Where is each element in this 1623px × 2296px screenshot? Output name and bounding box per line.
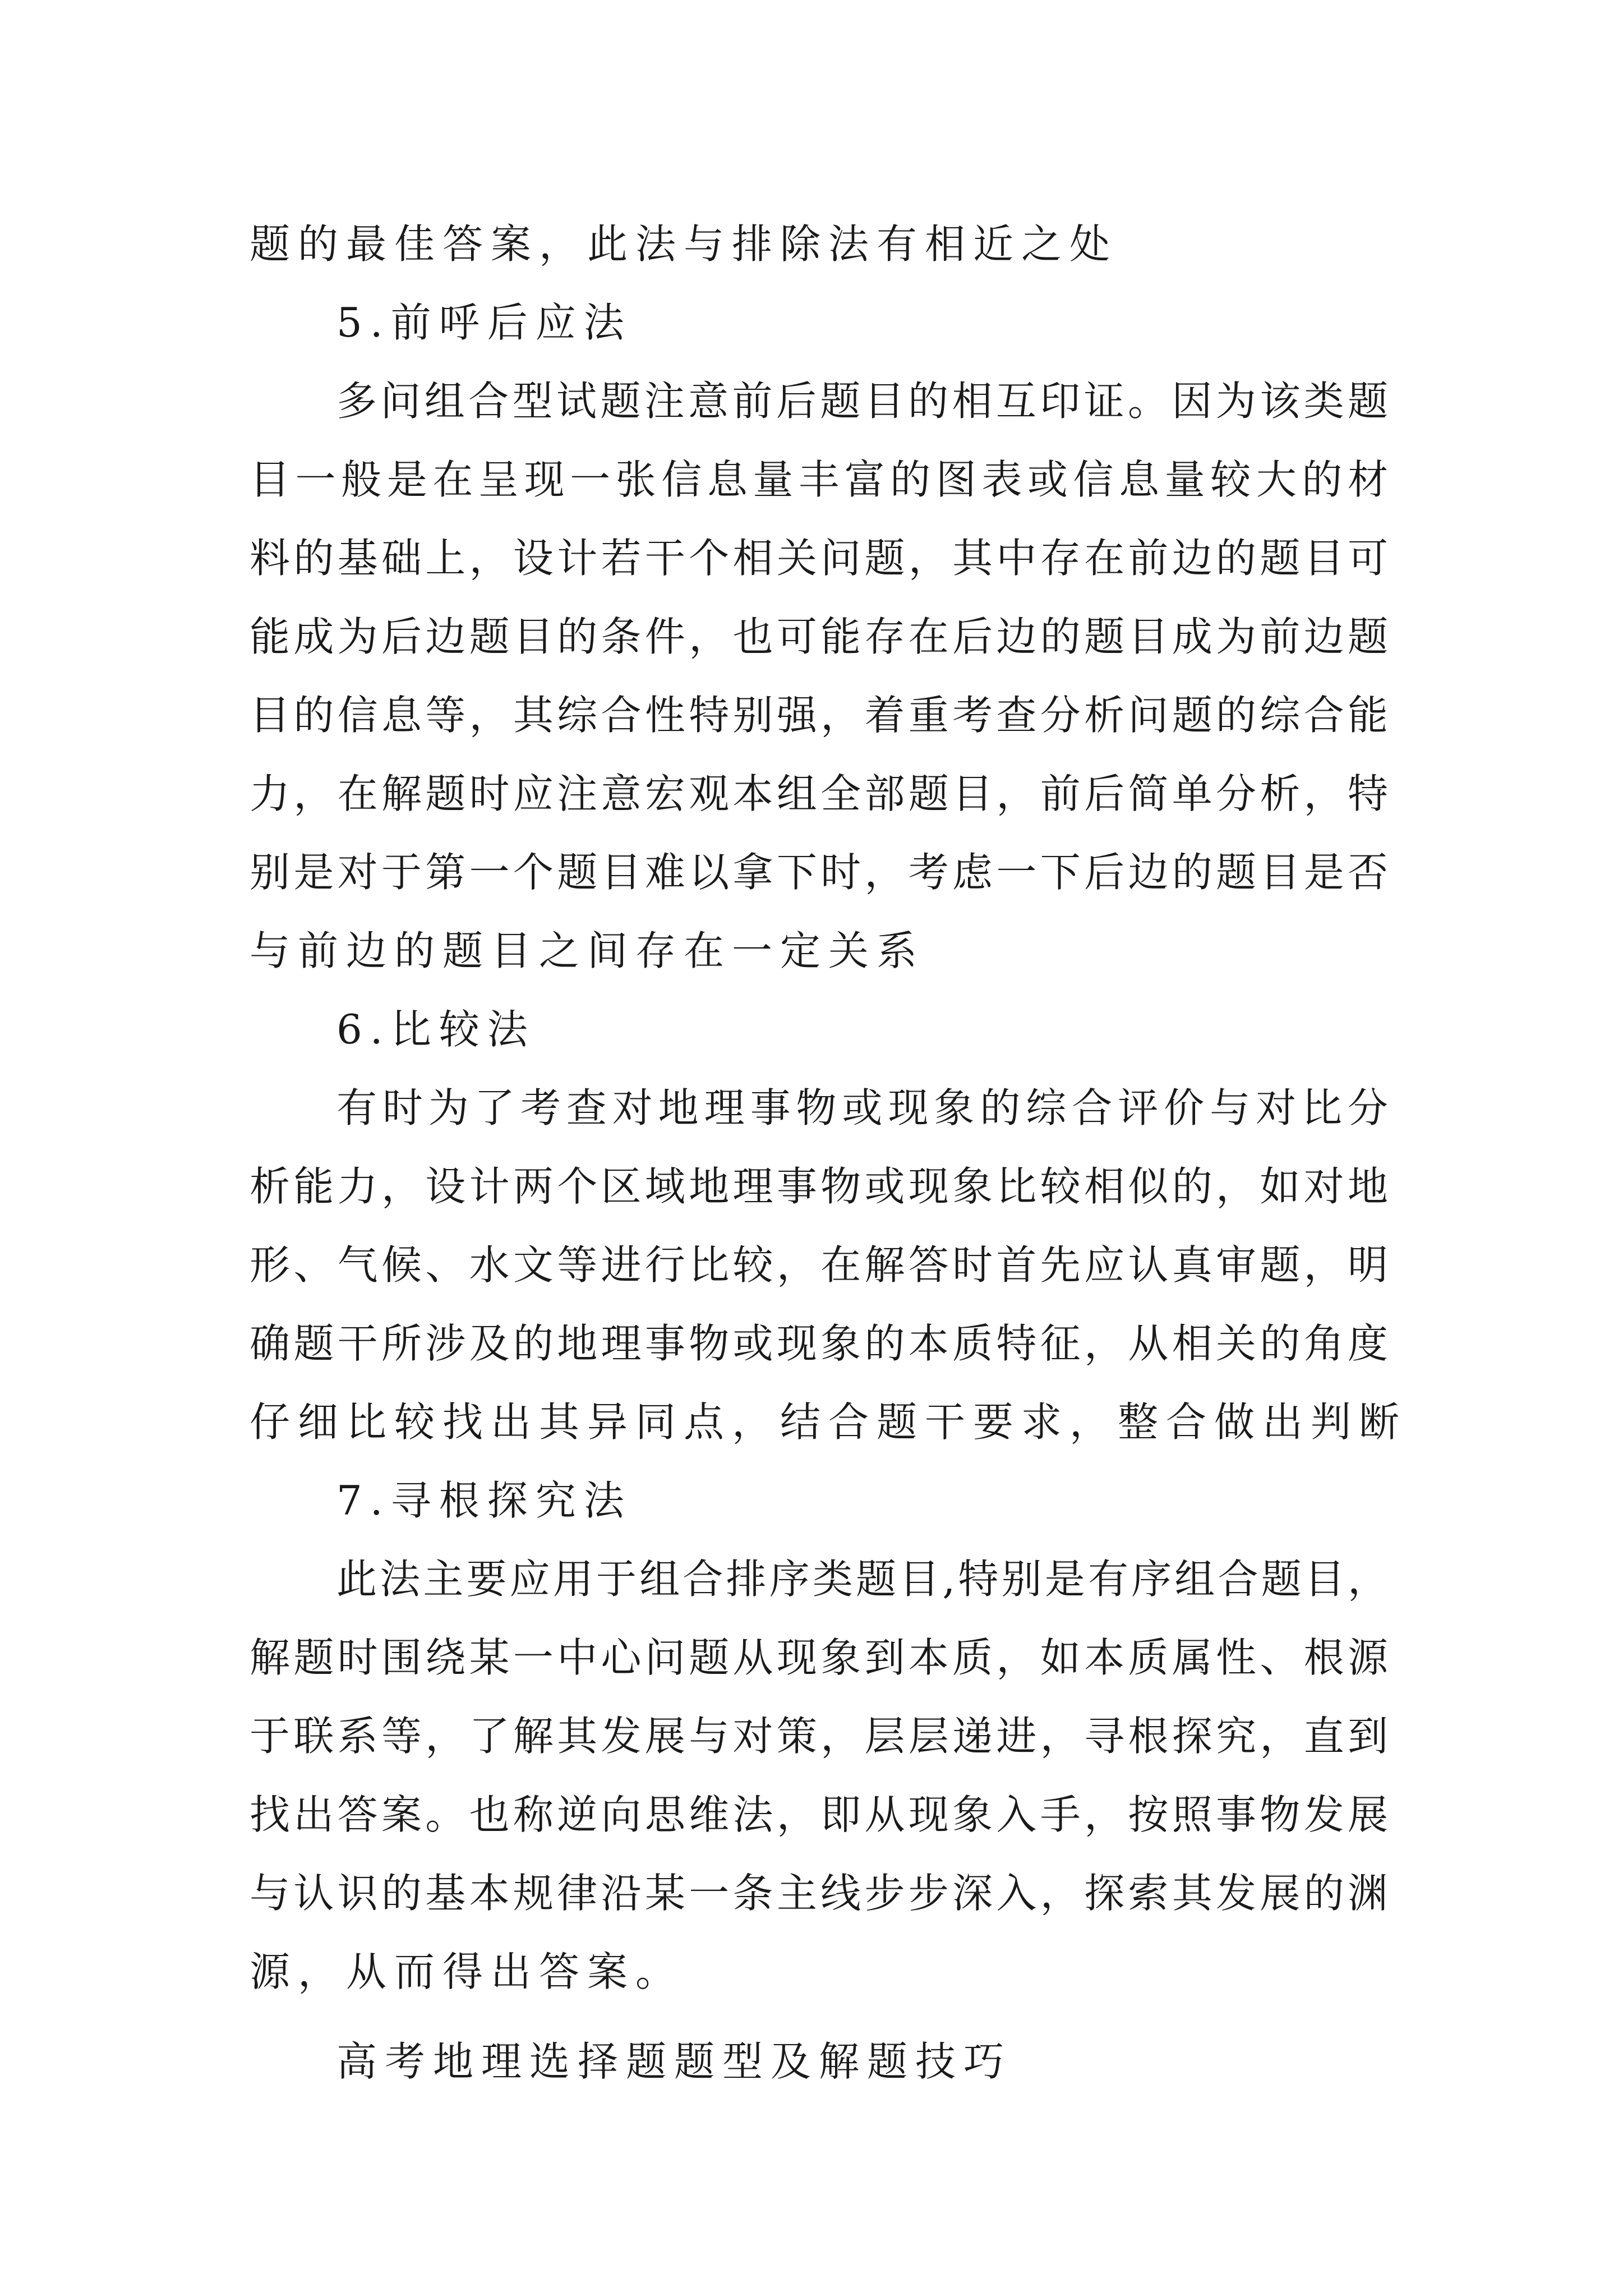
text-line: 解题时围绕某一中心问题从现象到本质，如本质属性、根源 bbox=[250, 1634, 1388, 1681]
text-line: 与认识的基本规律沿某一条主线步步深入，探索其发展的渊 bbox=[250, 1870, 1388, 1917]
text-line: 目一般是在呈现一张信息量丰富的图表或信息量较大的材 bbox=[250, 456, 1388, 503]
text-line: 力，在解题时应注意宏观本组全部题目，前后简单分析，特 bbox=[250, 770, 1388, 817]
text-line: 源，从而得出答案。 bbox=[250, 1948, 684, 1995]
text-line: 料的基础上，设计若干个相关问题，其中存在前边的题目可 bbox=[250, 535, 1388, 582]
section-title: 高考地理选择题题型及解题技巧 bbox=[336, 2038, 1012, 2085]
text-line: 仔细比较找出其异同点，结合题干要求，整合做出判断 bbox=[250, 1398, 1408, 1446]
text-line: 于联系等，了解其发展与对策，层层递进，寻根探究，直到 bbox=[250, 1713, 1388, 1760]
text-line: 多问组合型试题注意前后题目的相互印证。因为该类题 bbox=[336, 378, 1388, 425]
text-line: 此法主要应用于组合排序类题目,特别是有序组合题目， bbox=[336, 1556, 1388, 1603]
text-line: 析能力，设计两个区域地理事物或现象比较相似的，如对地 bbox=[250, 1163, 1388, 1210]
text-line: 能成为后边题目的条件，也可能存在后边的题目成为前边题 bbox=[250, 613, 1388, 660]
text-line: 找出答案。也称逆向思维法，即从现象入手，按照事物发展 bbox=[250, 1791, 1388, 1838]
text-line: 有时为了考查对地理事物或现象的综合评价与对比分 bbox=[336, 1084, 1388, 1131]
text-line: 形、气候、水文等进行比较，在解答时首先应认真审题，明 bbox=[250, 1241, 1388, 1289]
section-heading: 6.比较法 bbox=[336, 1006, 536, 1053]
text-line: 题的最佳答案，此法与排除法有相近之处 bbox=[250, 220, 1118, 268]
section-heading: 7.寻根探究法 bbox=[336, 1477, 632, 1524]
text-line: 与前边的题目之间存在一定关系 bbox=[250, 927, 925, 974]
section-heading: 5.前呼后应法 bbox=[336, 299, 632, 346]
text-line: 别是对于第一个题目难以拿下时，考虑一下后边的题目是否 bbox=[250, 849, 1388, 896]
text-line: 确题干所涉及的地理事物或现象的本质特征，从相关的角度 bbox=[250, 1320, 1388, 1367]
text-line: 目的信息等，其综合性特别强，着重考查分析问题的综合能 bbox=[250, 692, 1388, 739]
